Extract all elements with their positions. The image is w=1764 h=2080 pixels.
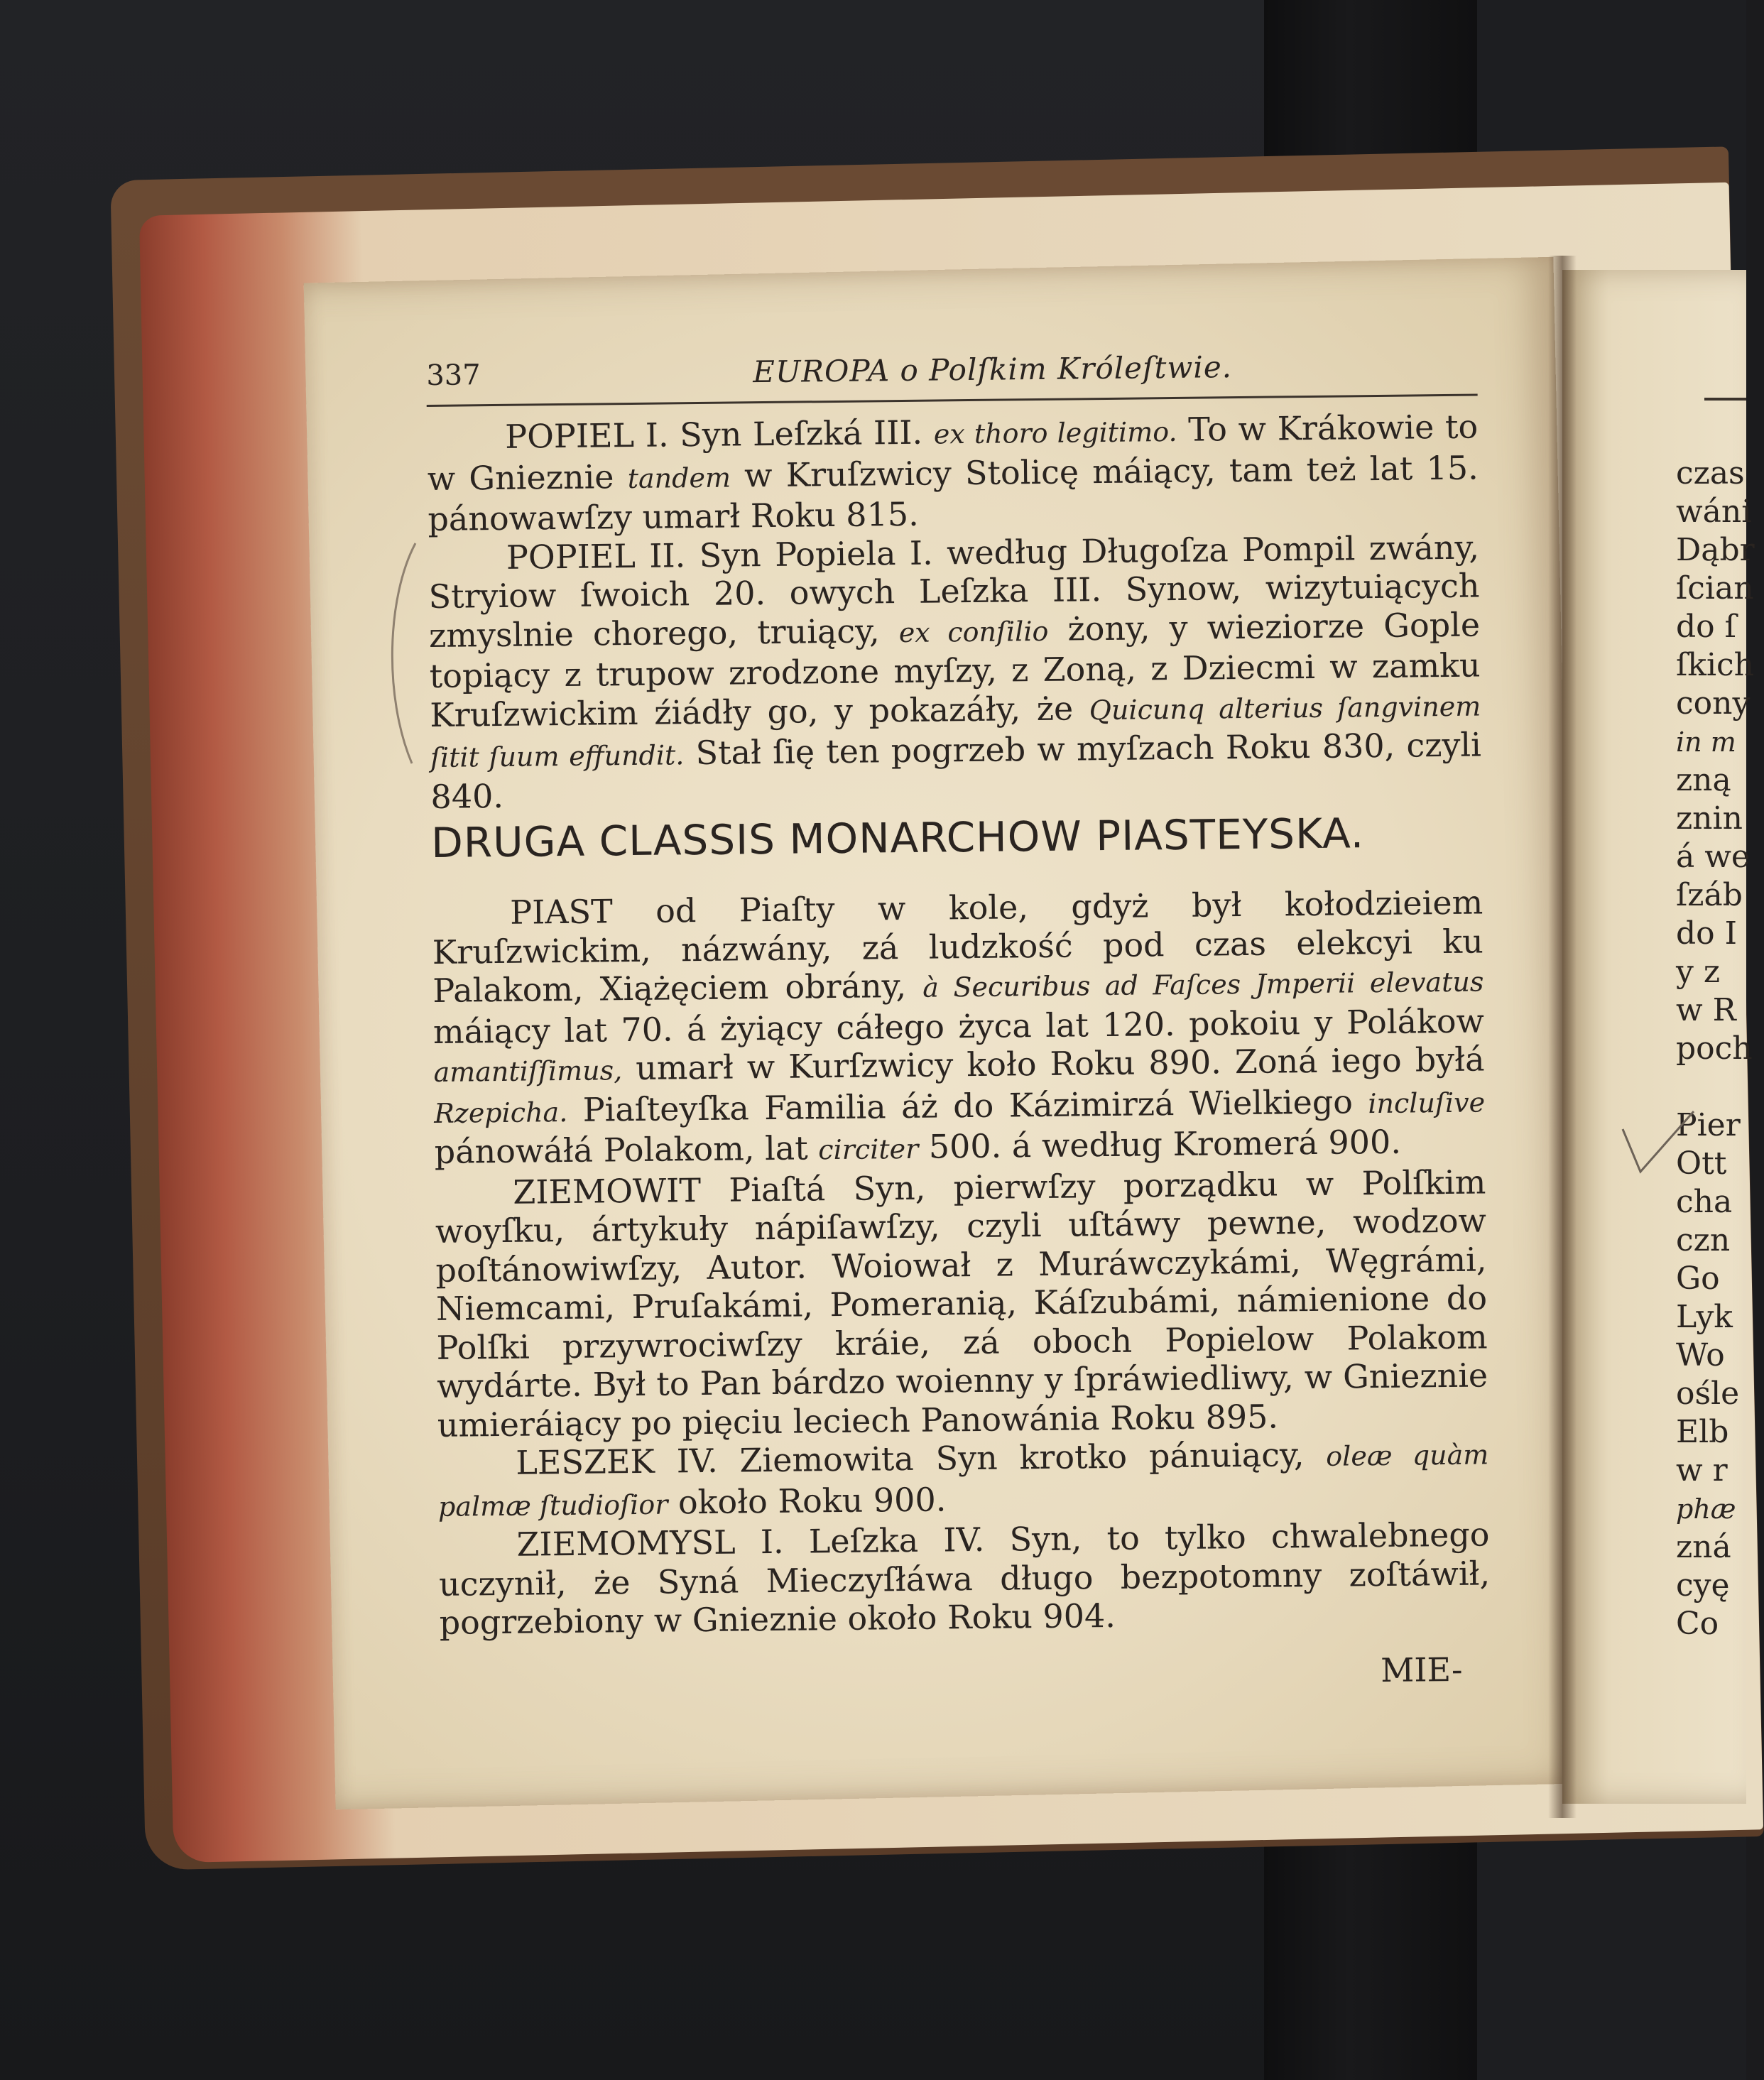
italic-text: Rzepicha. [433, 1096, 568, 1129]
right-page-line: ſzáb [1676, 877, 1743, 913]
right-page-line: Lyk [1676, 1299, 1733, 1335]
right-page-text [1676, 454, 1755, 1643]
right-page-line: Wo [1676, 1337, 1725, 1373]
right-page-line: á we [1676, 839, 1750, 875]
text-run: máiący lat 70. á żyiący cáłego życa lat 120. pokoiu y Polákow [432, 1001, 1485, 1051]
right-page-line: ſkich [1676, 647, 1754, 683]
text-run: POPIEL I. Syn Leſzká III. [504, 413, 935, 456]
right-page-line: znin [1676, 800, 1743, 837]
text-run: To w Krákowie to w Gnieznie [427, 407, 1479, 498]
page-number: 337 [426, 359, 481, 392]
italic-text: tandem [627, 462, 731, 494]
paragraph [428, 528, 1482, 816]
right-page-line: cony [1676, 685, 1751, 722]
catchword: MIE- [1380, 1650, 1463, 1689]
text-run: PIAST od Piaſty w kole, gdyż był kołodzieiem Kruſzwickim, názwány, zá ludzkość pod czas elekcyi ku Palakom, Xiążęciem obrány, [432, 883, 1484, 1010]
text-run: w Kruſzwicy Stolicę máiący, tam też lat 15. pánowawſzy umarł Roku 815. [428, 447, 1479, 538]
right-page-line: Co [1676, 1606, 1719, 1642]
right-page-line: czn [1676, 1222, 1731, 1258]
right-page-line: y z [1676, 954, 1721, 990]
paragraph [432, 883, 1486, 1173]
page-text-area [426, 344, 1491, 1740]
paragraph [437, 1433, 1489, 1525]
text-run: Piaſteyſka Familia áż do Kázimirzá Wielkiego [567, 1082, 1368, 1129]
text-run: POPIEL II. Syn Popiela I. według Długoſza Pompil zwány, Stryiow ſwoich 20. owych Leſzka III. Synow, wizytuiących zmyslnie chorego, truiący, [428, 527, 1480, 655]
pencil-check-mark [1619, 1101, 1697, 1179]
text-block-1 [427, 407, 1482, 815]
running-title: EUROPA o Polſkim Króleſtwie. [753, 349, 1233, 390]
paragraph [435, 1162, 1488, 1444]
page-header [426, 344, 1478, 407]
text-run: LESZEK IV. Ziemowita Syn krotko pánuiący, [516, 1434, 1327, 1482]
section-heading: DRUGA CLASSIS MONARCHOW PIASTEYSKA. [430, 809, 1365, 867]
right-page-line: in m [1676, 726, 1736, 758]
right-page-line: Pier [1676, 1107, 1741, 1143]
text-run: umarł w Kurſzwicy koło Roku 890. Zoná iego byłá [621, 1040, 1485, 1088]
pencil-bracket-mark [380, 540, 423, 767]
italic-text: Quicunq alterius ſangvinem ſitit ſuum effundit. [430, 690, 1481, 773]
italic-text: amantiſſimus, [433, 1055, 623, 1088]
book-gutter [1548, 256, 1577, 1818]
right-page-line: Dąbr [1676, 532, 1755, 568]
paragraph [438, 1515, 1491, 1642]
text-run: Stał ſię ten pogrzeb w myſzach Roku 830, czyli 840. [430, 725, 1482, 816]
right-page-line: Elb [1676, 1414, 1729, 1450]
right-page-line: Ott [1676, 1145, 1727, 1182]
right-page-line: w R [1676, 992, 1736, 1028]
italic-text: incluſive [1368, 1086, 1486, 1119]
right-page-line: Go [1676, 1260, 1720, 1297]
text-run: żony, y wieziorze Gople topiący z trupow zrodzone myſzy, z Zoną, z Dziecmi w zamku Kruſzwickim źiádły go, y pokazáły, że [429, 604, 1481, 734]
right-page-line: do I [1676, 915, 1738, 952]
right-page-line: w r [1676, 1452, 1728, 1488]
italic-text: oleæ quàm palmæ ſtudioſior [437, 1439, 1489, 1523]
paragraph [427, 407, 1479, 538]
right-page-line: do ſ [1676, 609, 1736, 645]
right-page-line: czas [1676, 455, 1745, 491]
text-run: ZIEMOMYSL I. Leſzka IV. Syn, to tylko chwalebnego uczynił, że Syná Mieczyſłáwa długo bezpotomny zoſtáwił, pogrzebiony w Gnieznie około Roku 904. [438, 1515, 1491, 1642]
right-page-line: cyę [1676, 1567, 1730, 1603]
italic-text: ex thoro legitimo. [933, 415, 1177, 450]
italic-text: ex conſilio [898, 615, 1049, 648]
text-block-2 [432, 883, 1491, 1642]
right-page-line: cha [1676, 1184, 1733, 1220]
right-page-line: ośle [1676, 1376, 1740, 1412]
text-run: 500. á według Kromerá 900. [918, 1122, 1402, 1166]
italic-text: à Securibus ad Faſces Jmperii elevatus [922, 966, 1484, 1003]
right-page-line: ſcian [1676, 570, 1754, 606]
right-page-line: zną [1676, 762, 1731, 798]
text-run: ZIEMOWIT Piaſtá Syn, pierwſzy porządku w Polſkim woyſku, ártykuły nápiſawſzy, czyli uſtáwy pewne, wodzow poſtánowiwſzy, Autor. Woiował z Muráwczykámi, Węgrámi, Niemcami, Pruſakámi, Pomeranią, Káſzubámi, námienione do Polſki przywrociwſzy kráie, zá oboch Popielow Polakom wydárte. Był to Pan bárdzo woienny y ſpráwiedliwy, w Gnieznie umieráiący po pięciu leciech Panowánia Roku 895. [435, 1162, 1488, 1444]
text-run: około Roku 900. [668, 1479, 947, 1522]
text-run: pánowáłá Polakom, lat [434, 1128, 819, 1171]
right-page-rule [1704, 398, 1746, 401]
right-page-line: phæ [1676, 1493, 1736, 1525]
right-page-line: wáni [1676, 494, 1752, 530]
right-page-line: poch [1676, 1030, 1753, 1067]
italic-text: circiter [818, 1133, 919, 1166]
right-page-line: zná [1676, 1529, 1731, 1565]
